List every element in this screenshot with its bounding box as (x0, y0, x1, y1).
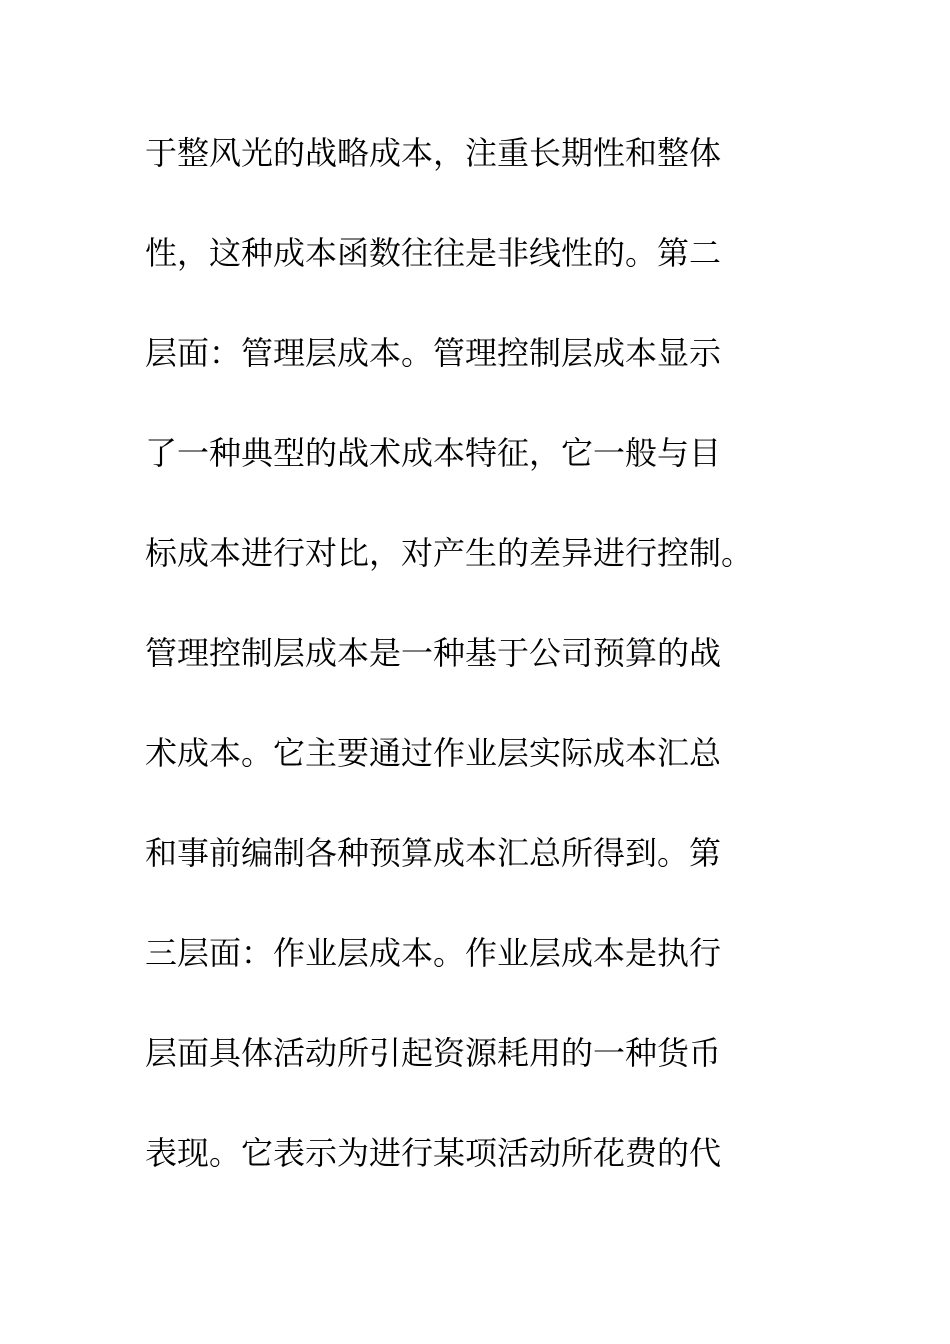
text-line: 标成本进行对比，对产生的差异进行控制。 (145, 534, 754, 572)
text-line: 和事前编制各种预算成本汇总所得到。第 (145, 834, 722, 872)
body-text (145, 122, 845, 1222)
text-line: 性，这种成本函数往往是非线性的。第二 (145, 234, 722, 272)
text-line: 三层面：作业层成本。作业层成本是执行 (145, 934, 722, 972)
text-line: 层面：管理层成本。管理控制层成本显示 (145, 334, 722, 372)
text-line: 表现。它表示为进行某项活动所花费的代 (145, 1134, 722, 1172)
text-line: 管理控制层成本是一种基于公司预算的战 (145, 634, 722, 672)
text-line: 于整风光的战略成本，注重长期性和整体 (145, 134, 722, 172)
text-line: 层面具体活动所引起资源耗用的一种货币 (145, 1034, 722, 1072)
text-line: 术成本。它主要通过作业层实际成本汇总 (145, 734, 722, 772)
text-line: 了一种典型的战术成本特征，它一般与目 (145, 434, 722, 472)
